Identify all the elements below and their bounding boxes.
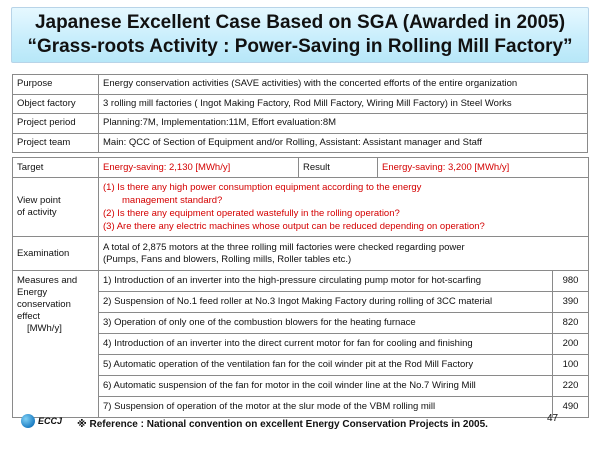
table-row xyxy=(13,178,589,237)
measure-value: 820 xyxy=(553,313,589,334)
table-row xyxy=(13,313,589,334)
examination-value xyxy=(99,237,589,271)
project-period-label: Project period xyxy=(13,114,99,134)
viewpoint-label xyxy=(13,178,99,237)
table-row xyxy=(13,114,588,134)
measure-value: 390 xyxy=(553,292,589,313)
viewpoint-item: (1) Is there any high power consumption equipment according to the energy xyxy=(103,182,422,193)
project-team-value: Main: QCC of Section of Equipment and/or Rolling, Assistant: Assistant manager and Staff xyxy=(99,133,588,153)
target-value: Energy-saving: 2,130 [MWh/y] xyxy=(99,158,299,178)
examination-line-2: (Pumps, Fans and blowers, Rolling mills, Roller tables etc.) xyxy=(103,253,352,265)
table-row xyxy=(13,75,588,95)
measure-value: 200 xyxy=(553,334,589,355)
measure-text: 6) Automatic suspension of the fan for motor in the coil winder line at the No.7 Wiring Mill xyxy=(99,376,553,397)
table-row xyxy=(13,355,589,376)
overview-table xyxy=(12,74,588,153)
viewpoint-label-line-2: of activity xyxy=(17,207,57,218)
measure-value: 980 xyxy=(553,271,589,292)
examination-label: Examination xyxy=(13,237,99,271)
purpose-value: Energy conservation activities (SAVE activities) with the concerted efforts of the entire organization xyxy=(99,75,588,95)
examination-line-1: A total of 2,875 motors at the three rolling mill factories were checked regarding power xyxy=(103,241,465,253)
measure-value: 490 xyxy=(553,397,589,418)
table-row xyxy=(13,158,589,178)
table-row xyxy=(13,334,589,355)
measure-text: 5) Automatic operation of the ventilation fan for the coil winder pit at the Rod Mill Factory xyxy=(99,355,553,376)
table-row xyxy=(13,397,589,418)
title-line-2: “Grass-roots Activity : Power-Saving in Rolling Mill Factory” xyxy=(27,36,573,57)
measure-text: 4) Introduction of an inverter into the direct current motor for fan for cooling and finishing xyxy=(99,334,553,355)
measures-label-line: Measures and xyxy=(17,275,78,286)
purpose-label: Purpose xyxy=(13,75,99,95)
table-row xyxy=(13,271,589,292)
viewpoint-item-continued: management standard? xyxy=(122,195,223,206)
viewpoint-item: (2) Is there any equipment operated wastefully in the rolling operation? xyxy=(103,208,400,219)
viewpoint-item: (3) Are there any electric machines whose output can be reduced depending on operation? xyxy=(103,221,485,232)
measure-value: 220 xyxy=(553,376,589,397)
title-banner xyxy=(11,7,589,63)
measure-value: 100 xyxy=(553,355,589,376)
project-period-value: Planning:7M, Implementation:11M, Effort evaluation:8M xyxy=(99,114,588,134)
measure-text: 7) Suspension of operation of the motor at the slur mode of the VBM rolling mill xyxy=(99,397,553,418)
target-label: Target xyxy=(13,158,99,178)
globe-icon xyxy=(21,414,35,428)
measures-label-line: Energy xyxy=(17,287,48,298)
eccj-logo xyxy=(21,414,62,428)
result-value: Energy-saving: 3,200 [MWh/y] xyxy=(378,158,589,178)
measure-text: 3) Operation of only one of the combustion blowers for the heating furnace xyxy=(99,313,553,334)
measures-label-line: conservation xyxy=(17,299,71,310)
reference-note: ※ Reference : National convention on excellent Energy Conservation Projects in 2005. xyxy=(77,419,488,430)
viewpoint-list xyxy=(99,178,589,237)
object-factory-label: Object factory xyxy=(13,94,99,114)
title-line-1: Japanese Excellent Case Based on SGA (Awarded in 2005) xyxy=(34,12,566,33)
table-row xyxy=(13,292,589,313)
measures-unit: [MWh/y] xyxy=(27,323,62,334)
page-number: 47 xyxy=(547,413,559,424)
measures-label xyxy=(13,271,99,418)
result-label: Result xyxy=(299,158,378,178)
table-row xyxy=(13,133,588,153)
measure-text: 1) Introduction of an inverter into the high-pressure circulating pump motor for hot-scarfing xyxy=(99,271,553,292)
details-table xyxy=(12,157,589,418)
object-factory-value: 3 rolling mill factories ( Ingot Making Factory, Rod Mill Factory, Wiring Mill Factory) in Steel Works xyxy=(99,94,588,114)
table-row xyxy=(13,94,588,114)
measure-text: 2) Suspension of No.1 feed roller at No.3 Ingot Making Factory during rolling of 3CC material xyxy=(99,292,553,313)
viewpoint-label-line-1: View point xyxy=(17,195,61,206)
table-row xyxy=(13,376,589,397)
table-row xyxy=(13,237,589,271)
project-team-label: Project team xyxy=(13,133,99,153)
logo-text: ECCJ xyxy=(38,416,63,426)
measures-label-line: effect xyxy=(17,311,41,322)
